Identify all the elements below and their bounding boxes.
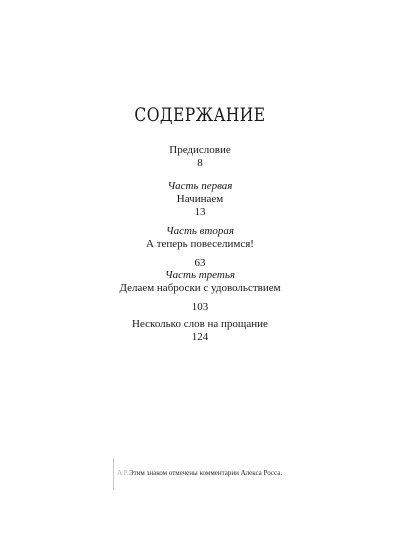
footnote-text: Этим знаком отмечены комментарии Алекса Росса. (129, 469, 283, 477)
toc-entry-title: Начинаем (176, 193, 224, 205)
toc-entry-preface (0, 144, 400, 170)
toc-entry-page: 8 (197, 157, 203, 169)
toc-entry-part-three (0, 269, 400, 314)
toc-entry-title: Несколько слов на прощание (132, 318, 268, 330)
toc-entry-title: Предисловие (169, 144, 231, 156)
toc-entry-title: А теперь повеселимся! (146, 238, 254, 250)
toc-entry-part-one (0, 180, 400, 219)
toc-entry-title: Делаем наброски с удовольствием (119, 282, 281, 294)
toc-entry-page: 103 (191, 301, 209, 313)
toc-entry-part: Часть третья (165, 269, 235, 281)
toc-entry-part: Часть вторая (166, 225, 234, 237)
footnote-margin-bar (113, 458, 114, 490)
footnote-mark: А.Р. (117, 469, 129, 477)
toc-entry-afterword (0, 318, 400, 344)
toc-entry-page: 13 (194, 206, 206, 218)
toc-entry-part-two (0, 225, 400, 270)
toc-entry-page: 124 (191, 331, 209, 343)
page-title: СОДЕРЖАНИЕ (134, 104, 266, 126)
toc-entry-part: Часть первая (167, 180, 233, 192)
toc-entry-page: 63 (194, 257, 206, 269)
